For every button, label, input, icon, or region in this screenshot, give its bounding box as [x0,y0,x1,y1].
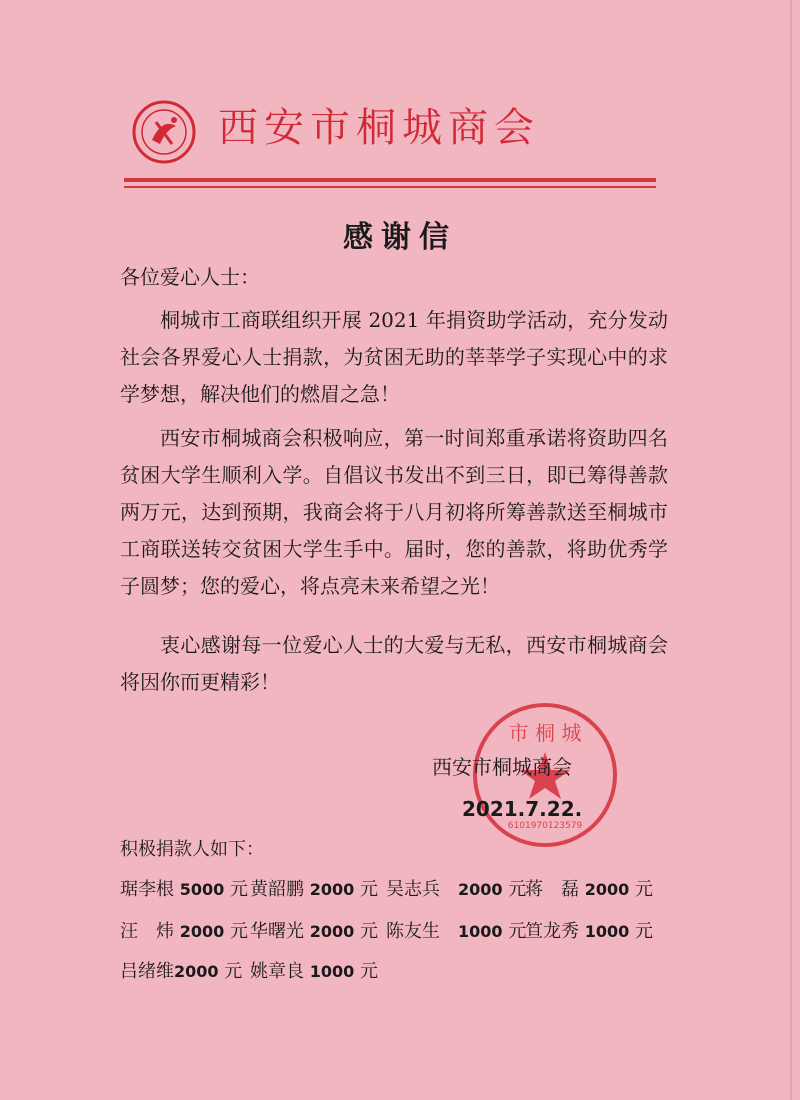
donor-item: 吕绪维2000 元 [120,961,243,982]
letter-paragraph-1: 桐城市工商联组织开展 2021 年捐资助学活动，充分发动社会各界爱心人士捐款，为贫困无助的莘莘学子实现心中的求学梦想，解决他们的燃眉之急！ [120,308,668,406]
donor-item: 汪 炜 2000 元 [120,921,248,942]
donor-item: 黄韶鹏 2000 元 [250,879,378,900]
svg-text:6101970123579: 6101970123579 [507,821,583,831]
letterhead-org-name: 西安市桐城商会 [218,105,540,151]
chamber-logo-icon [132,100,196,164]
donor-item: 笪龙秀 1000 元 [525,921,653,942]
letter-title: 感谢信 [343,220,457,255]
letterhead-rule-thin [124,186,656,188]
donor-item: 姚章良 1000 元 [250,961,378,982]
signature-org-name: 西安市桐城商会 [432,755,572,779]
letter-salutation: 各位爱心人士： [120,265,260,289]
letterhead [120,90,680,170]
letter-paragraph-3: 衷心感谢每一位爱心人士的大爱与无私，西安市桐城商会将因你而更精彩！ [120,633,668,694]
donor-item: 陈友生 1000 元 [386,921,527,942]
donor-item: 琚李根 5000 元 [120,879,248,900]
letter-paragraph-2: 西安市桐城商会积极响应，第一时间郑重承诺将资助四名贫困大学生顺利入学。自倡议书发出不到三日，即已筹得善款两万元，达到预期，我商会将于八月初将所筹善款送至桐城市工商联送转交贫困大学生手中。届时，您的善款，将助优秀学子圆梦；您的爱心，将点亮未来希望之光！ [120,426,668,598]
donors-heading: 积极捐款人如下： [120,839,264,860]
donor-item: 华曙光 2000 元 [250,921,378,942]
page-edge-line [790,0,792,1100]
donor-item: 吴志兵 2000 元 [386,879,527,900]
donor-item: 蒋 磊 2000 元 [525,879,653,900]
letterhead-rule-thick [124,178,656,182]
svg-text:市 桐 城: 市 桐 城 [508,721,582,745]
signature-date: 2021.7.22. [462,797,583,821]
